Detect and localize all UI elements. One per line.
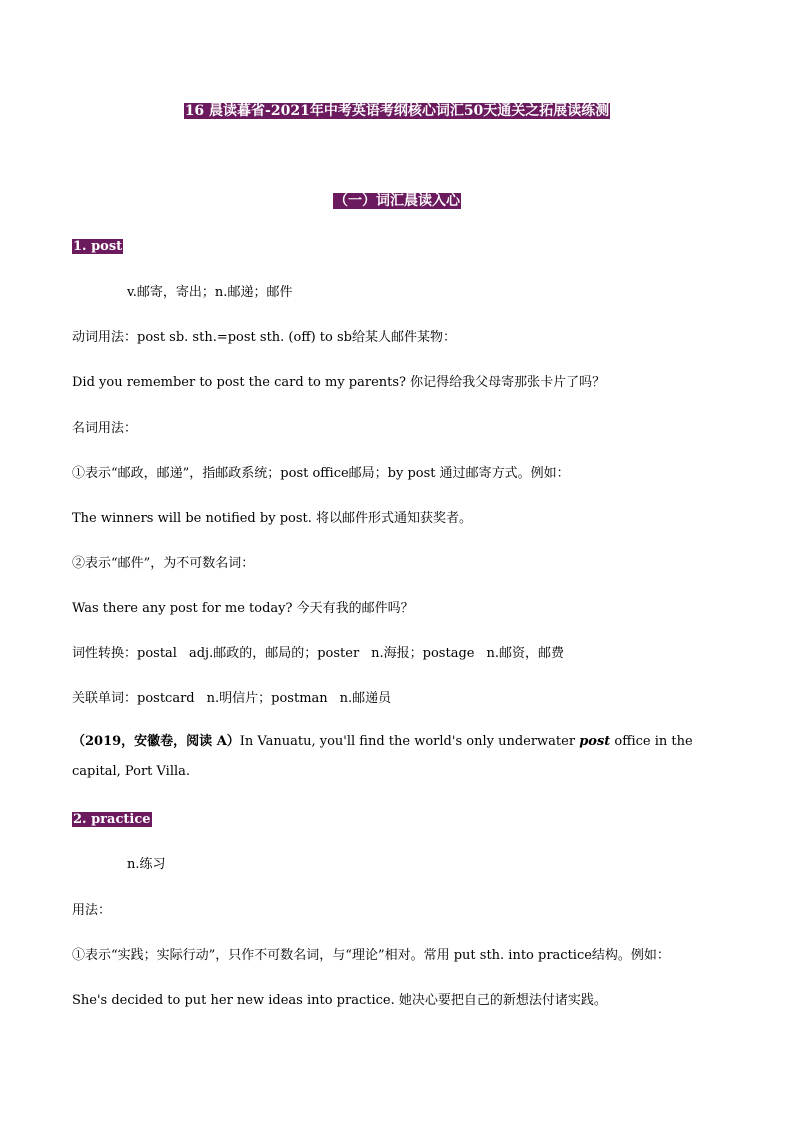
document-title-line (0, 103, 794, 120)
related-item: postcard (137, 691, 195, 706)
verb-example: Did you remember to post the card to my parents? 你记得给我父母寄那张卡片了吗？ (72, 375, 606, 390)
exam-sentence (72, 727, 722, 787)
noun-usage: 名词用法： (72, 421, 138, 436)
conversion-label: 词性转换： (72, 646, 138, 661)
related-label: 关联单词： (72, 691, 138, 706)
section-heading: （一）词汇晨读入心 (334, 193, 460, 209)
section-heading-line (0, 193, 794, 210)
related-item: n.邮递员 (339, 691, 392, 706)
conversion-item: n.海报；postage (371, 646, 475, 661)
conversion-item: postal (137, 646, 177, 661)
entry-heading-line (72, 811, 722, 828)
exam-text-before: In Vanuatu, you'll find the world's only underwater (239, 734, 580, 749)
usage-point-1: ①表示“实践；实际行动”，只作不可数名词，与“理论”相对。常用 put sth. into practice结构。例如： (72, 948, 670, 963)
entry-heading-practice: 2. practice (73, 812, 151, 827)
document-title: 16 晨读暮省-2021年中考英语考纲核心词汇50天通关之拓展读练测 (184, 103, 610, 119)
entry-meaning: n.练习 (127, 857, 166, 872)
entry-heading-line (72, 238, 722, 255)
word-conversion (72, 645, 722, 662)
conversion-item: n.邮资，邮费 (486, 646, 564, 661)
usage-label: 用法： (72, 903, 112, 918)
verb-usage: 动词用法：post sb. sth.=post sth. (off) to sb给某人邮件某物： (72, 330, 456, 345)
noun-example-2: Was there any post for me today? 今天有我的邮件吗？ (72, 601, 414, 616)
exam-text-after: office in the capital, Port Villa. (72, 734, 693, 779)
exam-source: （2019，安徽卷，阅读 A） (72, 734, 240, 749)
conversion-item: adj.邮政的，邮局的；poster (188, 646, 360, 661)
entry-heading-post: 1. post (73, 239, 123, 254)
exam-keyword: post (579, 734, 611, 749)
noun-point-1: ①表示“邮政，邮递”，指邮政系统；post office邮局；by post 通过邮寄方式。例如： (72, 466, 570, 481)
noun-point-2: ②表示“邮件”，为不可数名词： (72, 556, 255, 571)
entry-meaning: v.邮寄，寄出；n.邮递；邮件 (127, 285, 293, 300)
related-words (72, 690, 722, 707)
usage-example-1: She's decided to put her new ideas into practice. 她决心要把自己的新想法付诸实践。 (72, 993, 607, 1008)
noun-example-1: The winners will be notified by post. 将以邮件形式通知获奖者。 (72, 511, 472, 526)
related-item: n.明信片；postman (206, 691, 328, 706)
